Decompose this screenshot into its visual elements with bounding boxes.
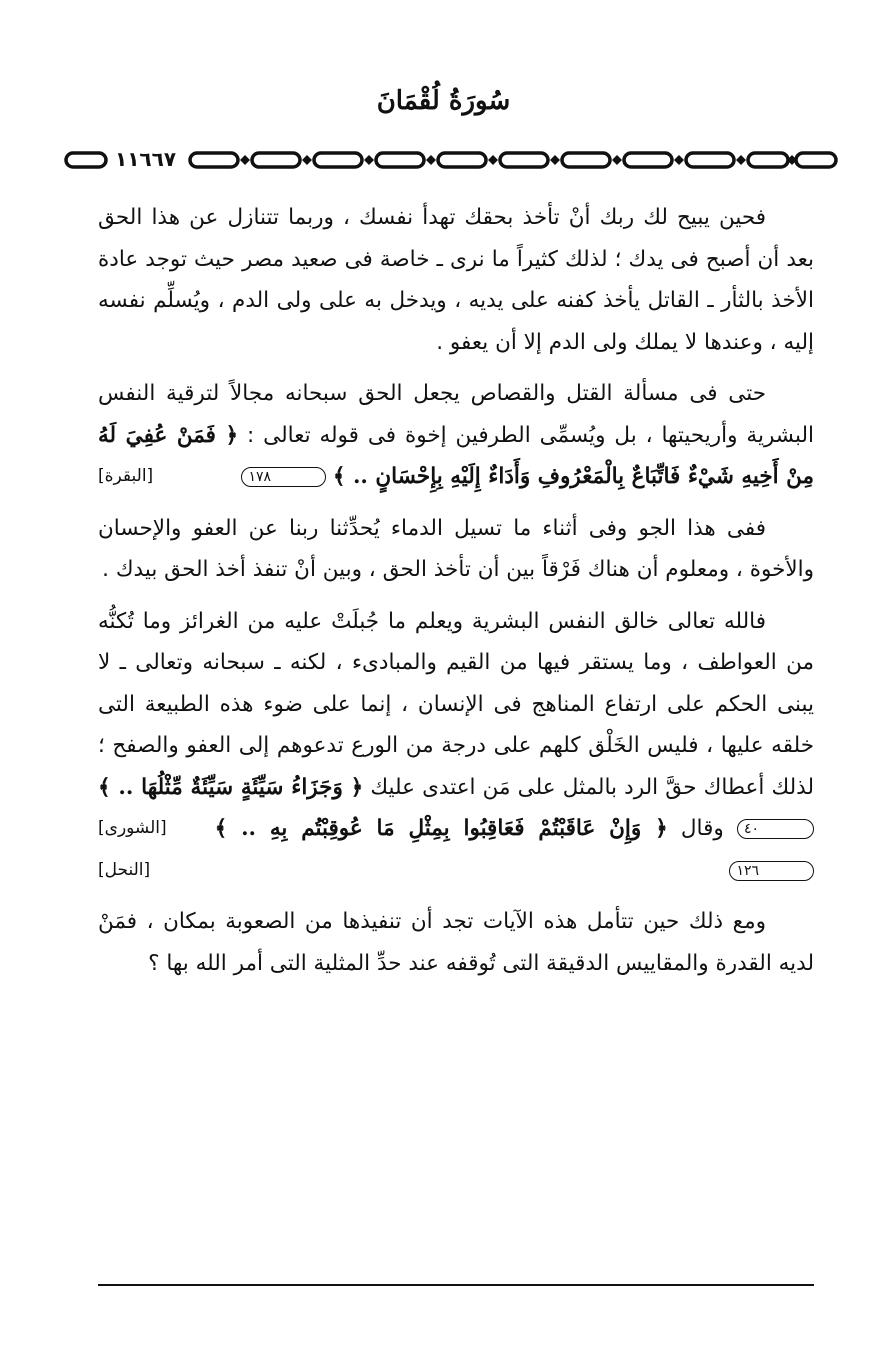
quran-verse: ﴿ وَإِنْ عَاقَبْتُمْ فَعَاقِبُوا بِمِثْلِ مَا عُوقِبْتُم بِهِ .. ﴾ — [214, 816, 668, 841]
surah-reference: [الشورى] — [98, 818, 167, 838]
quran-verse: ﴿ فَمَنْ عُفِيَ لَهُ مِنْ أَخِيهِ شَيْءٌ فَاتِّبَاعٌ بِالْمَعْرُوفِ وَأَدَاءٌ إِلَيْهِ بِإِحْسَانٍ .. ﴾ — [98, 422, 814, 489]
ayah-number: ١٢٦ — [729, 861, 814, 881]
surah-title: سُورَةُ لُقْمَانَ — [376, 86, 511, 116]
paragraph-text: حتى فى مسألة القتل والقصاص يجعل الحق سبحانه مجالاً لترقية النفس البشرية وأريحيتها ، بل ويُسمِّى الطرفين إخوة فى قوله تعالى : — [98, 381, 814, 448]
paragraph — [98, 508, 814, 591]
ayah-number: ٤٠ — [737, 819, 814, 839]
footer-rule — [98, 1284, 814, 1286]
paragraph — [98, 197, 814, 363]
paragraph — [98, 901, 814, 984]
surah-reference: [النحل] — [98, 859, 151, 880]
body-text — [98, 197, 814, 994]
paragraph — [98, 373, 814, 498]
ayah-number: ١٧٨ — [241, 467, 326, 487]
paragraph-text: فحين يبيح لك ربك أنْ تأخذ بحقك تهدأ نفسك ، وربما تتنازل عن هذا الحق بعد أن أصبح فى يدك ؛ لذلك كثيراً ما نرى ـ خاصة فى صعيد مصر حيث توجد عادة الأخذ بالثأر ـ القاتل يأخذ كفنه على يديه ، ويدخل به على ولى الدم ، ويُسلِّم نفسه إليه ، وعندها لا يملك ولى الدم إلا أن يعفو . — [98, 205, 814, 355]
quran-verse: ﴿ وَجَزَاءُ سَيِّئَةٍ سَيِّئَةٌ مِّثْلُهَا .. ﴾ — [98, 774, 364, 800]
paragraph-text: ومع ذلك حين تتأمل هذه الآيات تجد أن تنفيذها من الصعوبة بمكان ، فمَنْ لديه القدرة والمقاييس الدقيقة التى تُوقفه عند حدِّ المثلية التى أمر الله بها ؟ — [98, 909, 814, 976]
paragraph-text: وقال — [667, 816, 724, 841]
page-number: ١١٦٦٧ — [112, 147, 179, 171]
surah-reference: [البقرة] — [98, 466, 154, 486]
paragraph — [98, 601, 814, 892]
paragraph-text: ففى هذا الجو وفى أثناء ما تسيل الدماء يُحدِّثنا ربنا عن العفو والإحسان والأخوة ، ومعلوم أن هناك فَرْقاً بين أن تأخذ الحق ، وبين أنْ تنفذ أخذ الحق بيدك . — [98, 515, 814, 582]
paragraph-text: فالله تعالى خالق النفس البشرية ويعلم ما جُبلَتْ عليه من الغرائز وما تُكنُّه من العواطف ، وما يستقر فيها من القيم والمبادىء ، لكنه ـ سبحانه وتعالى ـ لا يبنى الحكم على ارتفاع المناهج فى الإنسان ، إنما على ضوء هذه الطبيعة التى خلقه عليها ، فليس الخَلْق كلهم على درجة من الورع تدعوهم إلى العفو والصفح ؛ لذلك أعطاك حقَّ الرد بالمثل على مَن اعتدى عليك — [98, 608, 815, 800]
